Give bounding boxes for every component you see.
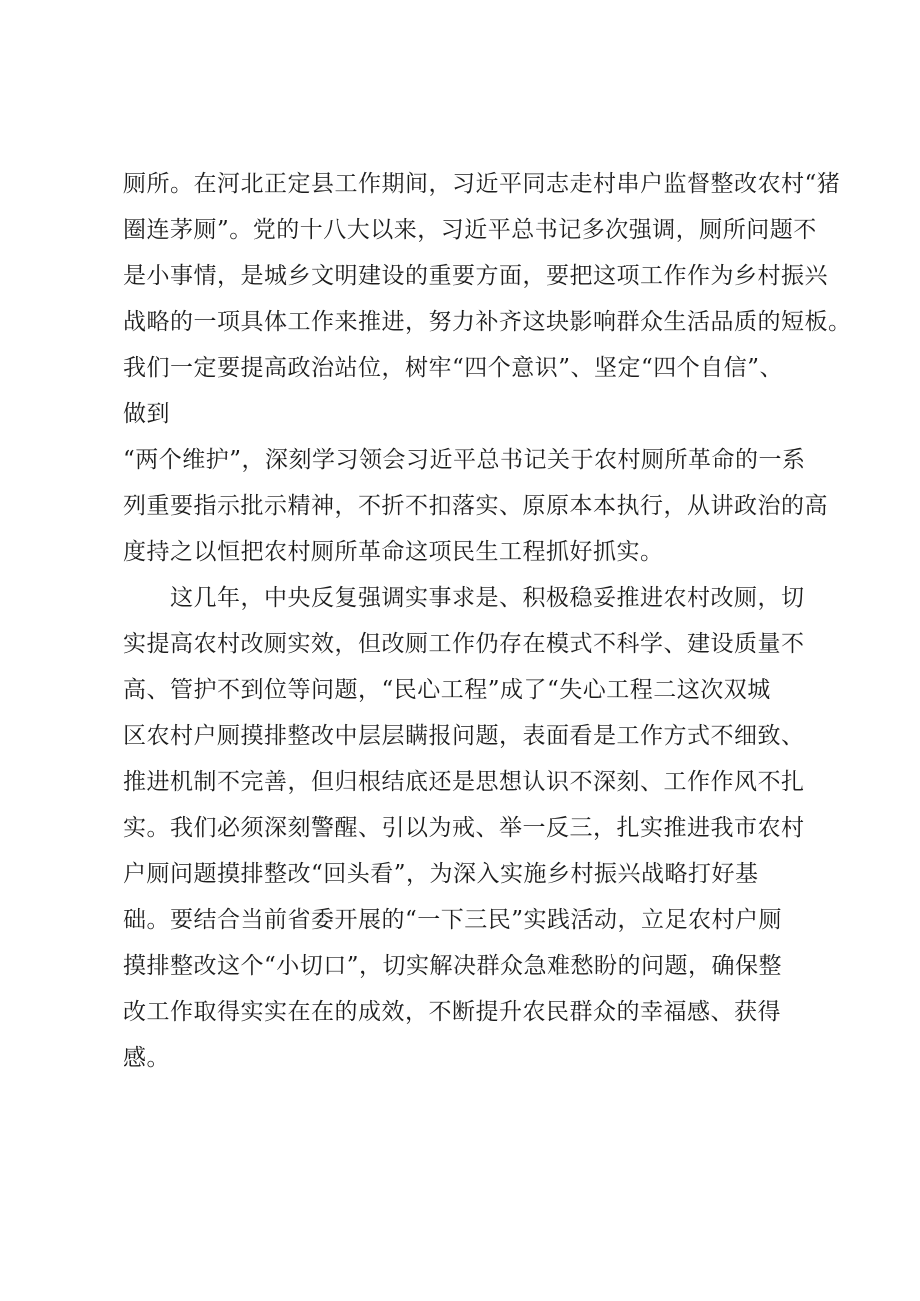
text-line: 础。要结合当前省委开展的“一下三民”实践活动，立足农村户厕 xyxy=(123,907,783,933)
text-line: 圈连茅厕”。党的十八大以来，习近平总书记多次强调，厕所问题不 xyxy=(123,217,817,243)
text-line: 我们一定要提高政治站位，树牢“四个意识”、坚定“四个自信”、 xyxy=(123,355,784,381)
text-line: 列重要指示批示精神，不折不扣落实、原原本本执行，从讲政治的高 xyxy=(123,493,828,519)
text-line: 战略的一项具体工作来推进，努力补齐这块影响群众生活品质的短板。 xyxy=(123,309,852,335)
text-line: 改工作取得实实在在的成效，不断提升农民群众的幸福感、获得 xyxy=(123,999,781,1025)
text-line: “两个维护”，深刻学习领会习近平总书记关于农村厕所革命的一系 xyxy=(123,447,806,473)
text-line: 这几年，中央反复强调实事求是、积极稳妥推进农村改厕，切 xyxy=(170,585,805,611)
text-line: 厕所。在河北正定县工作期间，习近平同志走村串户监督整改农村“猪 xyxy=(123,171,841,197)
text-line: 是小事情，是城乡文明建设的重要方面，要把这项工作作为乡村振兴 xyxy=(123,263,828,289)
text-line: 区农村户厕摸排整改中层层瞒报问题，表面看是工作方式不细致、 xyxy=(123,723,805,749)
text-line: 户厕问题摸排整改“回头看”，为深入实施乡村振兴战略打好基 xyxy=(123,861,759,887)
text-line: 摸排整改这个“小切口”，切实解决群众急难愁盼的问题，确保整 xyxy=(123,953,783,979)
text-line: 高、管护不到位等问题，“民心工程”成了“失心工程二这次双城 xyxy=(123,677,771,703)
text-line: 度持之以恒把农村厕所革命这项民生工程抓好抓实。 xyxy=(123,539,664,565)
text-line: 实提高农村改厕实效，但改厕工作仍存在模式不科学、建设质量不 xyxy=(123,631,805,657)
text-line: 推进机制不完善，但归根结底还是思想认识不深刻、工作作风不扎 xyxy=(123,769,805,795)
text-line: 做到 xyxy=(123,401,170,427)
text-line: 感。 xyxy=(123,1045,170,1071)
text-line: 实。我们必须深刻警醒、引以为戒、举一反三，扎实推进我市农村 xyxy=(123,815,805,841)
